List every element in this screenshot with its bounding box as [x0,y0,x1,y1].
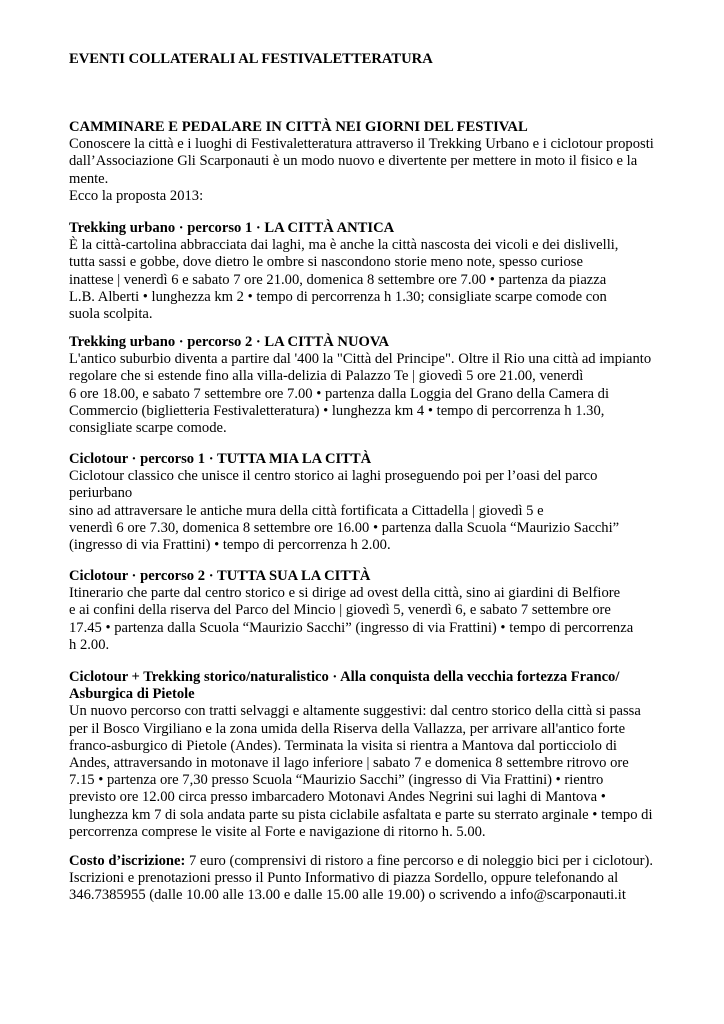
section-line: Ciclotour classico che unisce il centro storico ai laghi proseguendo poi per l’oasi del parco [69,468,598,485]
cost-first-line [69,853,669,870]
section-heading: Ciclotour · percorso 2 · TUTTA SUA LA CITTÀ [69,568,371,584]
intro-line: Ecco la proposta 2013: [69,187,204,204]
ciclotour-percorso-2-section [69,568,669,654]
document-title: EVENTI COLLATERALI AL FESTIVALETTERATURA [69,51,433,67]
section-line: regolare che si estende fino alla villa-delizia di Palazzo Te | giovedì 5 ore 21.00, venerdì [69,368,584,385]
section-line: Andes, attraversando in motonave il lago inferiore | sabato 7 e domenica 8 settembre ritrovo ore [69,755,629,772]
section-heading: Ciclotour + Trekking storico/naturalistico · Alla conquista della vecchia fortezza Franco/ [69,669,620,685]
cost-line: Iscrizioni e prenotazioni presso il Punto Informativo di piazza Sordello, oppure telefonando al [69,870,619,887]
section-line: per il Bosco Virgiliano e la zona umida della Riserva della Vallazza, per arrivare all'antico forte [69,720,626,737]
section-line: Itinerario che parte dal centro storico e si dirige ad ovest della città, sino ai giardini di Belfiore [69,585,621,602]
section-line: suola scolpita. [69,306,153,323]
section-line: 7.15 • partenza ore 7,30 presso Scuola “Maurizio Sacchi” (ingresso di Via Frattini) • rientro [69,772,604,789]
section-line: 6 ore 18.00, e sabato 7 settembre ore 7.00 • partenza dalla Loggia del Grano della Camera di [69,385,610,402]
section-line: franco-asburgico di Pietole (Andes). Terminata la visita si rientra a Mantova dal porticciolo di [69,737,617,754]
section-line: (ingresso di via Frattini) • tempo di percorrenza h 2.00. [69,537,391,554]
section-heading: Asburgica di Pietole [69,686,195,703]
intro-line: Conoscere la città e i luoghi di Festivaletteratura attraverso il Trekking Urbano e i ciclotour proposti [69,136,654,153]
section-line: e ai confini della riserva del Parco del Mincio | giovedì 5, venerdì 6, e sabato 7 settembre ore [69,602,611,619]
section-line: L'antico suburbio diventa a partire dal '400 la "Città del Principe". Oltre il Rio una città ad impianto [69,351,652,368]
ciclotour-percorso-1-section [69,451,669,554]
intro-section [69,119,669,205]
ciclotour-trekking-fortezza-section [69,669,669,841]
section-line: consigliate scarpe comode. [69,420,227,437]
section-heading: Ciclotour · percorso 1 · TUTTA MIA LA CITTÀ [69,451,372,467]
cost-section [69,853,669,905]
intro-heading: CAMMINARE E PEDALARE IN CITTÀ NEI GIORNI DEL FESTIVAL [69,119,528,135]
trekking-percorso-1-section [69,220,669,323]
section-line: 17.45 • partenza dalla Scuola “Maurizio Sacchi” (ingresso di via Frattini) • tempo di percorrenza [69,619,634,636]
section-line: previsto ore 12.00 circa presso imbarcadero Motonavi Andes Negrini sui laghi di Mantova • [69,789,606,806]
section-heading: Trekking urbano · percorso 1 · LA CITTÀ ANTICA [69,220,395,236]
section-line: periurbano [69,485,133,502]
section-line: inattese | venerdì 6 e sabato 7 ore 21.00, domenica 8 settembre ore 7.00 • partenza da piazza [69,271,607,288]
section-line: È la città-cartolina abbracciata dai laghi, ma è anche la città nascosta dei vicoli e dei dislivelli, [69,237,619,254]
cost-text: 7 euro (comprensivi di ristoro a fine percorso e di noleggio bici per i ciclotour). [185,853,653,869]
section-line: tutta sassi e gobbe, dove dietro le ombre si nascondono storie meno note, spesso curiose [69,254,583,271]
section-heading: Trekking urbano · percorso 2 · LA CITTÀ NUOVA [69,334,390,350]
cost-label: Costo d’iscrizione: [69,853,186,869]
section-line: sino ad attraversare le antiche mura della città fortificata a Cittadella | giovedì 5 e [69,502,544,519]
section-line: L.B. Alberti • lunghezza km 2 • tempo di percorrenza h 1.30; consigliate scarpe comode con [69,288,607,305]
intro-line: mente. [69,170,109,187]
trekking-percorso-2-section [69,334,669,437]
section-line: h 2.00. [69,636,110,653]
section-line: Un nuovo percorso con tratti selvaggi e altamente suggestivi: dal centro storico della città si passa [69,703,641,720]
section-line: percorrenza comprese le visite al Forte e navigazione di ritorno h. 5.00. [69,823,486,840]
section-line: lunghezza km 7 di sola andata parte su pista ciclabile asfaltata e parte su sterrato arginale • tempo di [69,806,653,823]
intro-line: dall’Associazione Gli Scarponauti è un modo nuovo e divertente per mettere in moto il fisico e la [69,153,638,170]
section-line: venerdì 6 ore 7.30, domenica 8 settembre ore 16.00 • partenza dalla Scuola “Maurizio Sacchi” [69,519,620,536]
section-line: Commercio (biglietteria Festivaletteratura) • lunghezza km 4 • tempo di percorrenza h 1.30, [69,402,605,419]
cost-line: 346.7385955 (dalle 10.00 alle 13.00 e dalle 15.00 alle 19.00) o scrivendo a info@scarponauti.it [69,887,626,904]
